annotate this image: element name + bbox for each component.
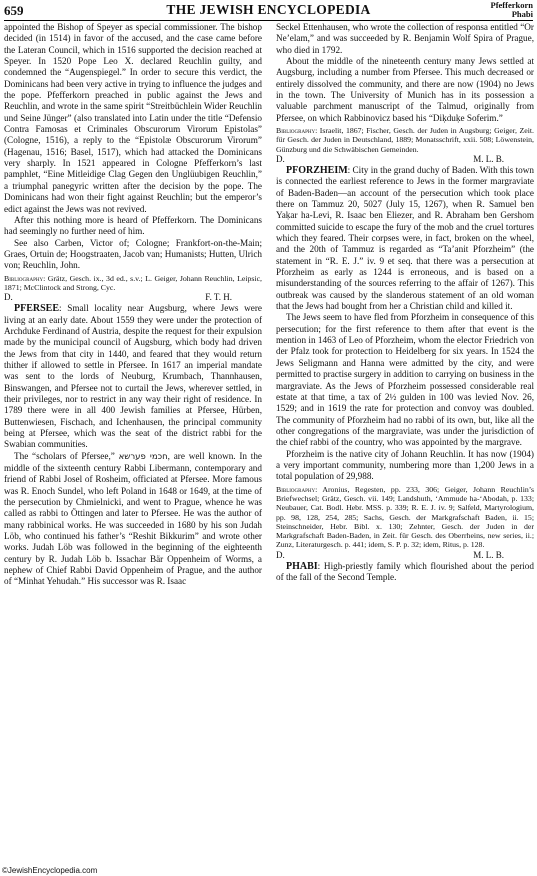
signature-left: D. [276,153,285,164]
pforzheim-text: : City in the grand duchy of Baden. With this town is connected the earliest reference to Jews in the former margraviate of Baden-Baden—an account of the persecution which took place there on Tammuz 20, 5027 (July 15, 1267), when R. Samuel ben Yaḳar ha-Levi, R. Isaac ben Eliezer, and R. Abraham ben Gershom committed suicide to escape the fury of the mob and the cruel tortures which they feared. Their corpses were, in fact, broken on the wheel, and the 20th of Tammuz is regarded as “Ta’anit Pforzheim” (the statement in “R. E. J.” iv. 9 et seq. that there was a persecution at Pforzheim as early as 1244 is erroneous, and is based on a misunderstanding of the sources referring to the affair of 1267). This outbreak was caused by the slanderous statement of an old woman that the Jews had bought from her a Christian child and killed it. [276,164,534,312]
left-column [4,22,262,588]
pfersee-scholars-a: The “scholars of Pfersee,” [14,450,115,461]
signature-pforzheim [276,550,534,561]
signature-pfersee [276,154,534,165]
page-title: THE JEWISH ENCYCLOPEDIA [166,2,371,17]
bibliography-text: : Israelit, 1867; Fischer, Gesch. der Juden in Augsburg; Geiger, Zeit. für Gesch. der Juden in Deutschland, 1889; Monatsschrift, xxii. 508; Löwenstein, Günzburg und die Schwäbischen Gemeinden. [276,126,534,154]
pforzheim-entry [276,165,534,312]
entry-heading-pfersee: PFERSEE [14,303,60,315]
pfersee-continuation: Seckel Ettenhausen, who wrote the collection of responsa entitled “Or Ne’elam,” and was succeeded by R. Benjamin Wolf Spira of Prague, who died in 1792. [276,22,534,55]
signature-right: M. L. B. [473,153,504,164]
signature-pfefferkorn [4,292,262,303]
entry-heading-pforzheim: PFORZHEIM [286,164,348,176]
guide-words [491,1,533,19]
see-also: See also Carben, Victor of; Cologne; Frankfort-on-the-Main; Graes, Ortuin de; Hoogstraaten, Jacob van; Humanists; Hutten, Ulrich von; Reuchlin, John. [4,237,262,271]
bibliography-pforzheim [276,485,534,550]
signature-left: D. [4,292,13,303]
guide-word-top: Pfefferkorn [490,0,533,10]
copyright-footer[interactable] [2,866,97,875]
copyright-text: ©JewishEncyclopedia.com [2,866,98,875]
header-rule [4,20,533,21]
pfersee-entry [4,303,262,450]
hebrew-phrase: חכמי פערשא [118,451,168,462]
entry-heading-phabi: PHABI [286,560,318,572]
pfefferkorn-continuation: appointed the Bishop of Speyer as special commissioner. The bishop decided (in 1514) in favor of the accused, and the case came before the Lateran Council, which in 1516 supported the decision reached at Speyer. In 1520 Pope Leo X. declared Reuchlin guilty, and condemned the “Augenspiegel.” In order to secure this verdict, the Dominicans had been very active in trying to influence the judges and the pope. Pfefferkorn preached in public against the Jews and Reuchlin, and wrote in the same spirit “Streitbüchlein Wider Reuchlin und Seine Jünger” (also translated into Latin under the title “Defensio Contra Famosas et Criminales Obscurorum Virorum Epistolas” (Cologne, 1516), a reply to the “Epistolæ Obscurorum Virorum” (Hagenau, 1516; Basel, 1517), which had attacked the Dominicans very sharply. In 1521 appeared in Cologne Pfefferkorn’s last pamphlet, “Eine Mitleidige Clag Gegen den Unglüubigen Reuchlin,” a triumphal panegyric written after the decision by the pope. The Dominicans had won their fight against Reuchlin; but the emperor’s edict against the Jews was not revived. [4,22,262,214]
pfersee-scholars [4,451,262,588]
signature-right: M. L. B. [473,549,504,560]
pfersee-scholars-b: , are well known. In the middle of the sixteenth century Rabbi Libermann, contemporary and friend of Rabbi Josel of Rosheim, officiated at Pfersee. More famous was R. Enoch Sundel, who left Poland in 1648 or 1649, at the time of the persecution by Chmielnicki, and went to Prague, whence he was called as rabbi to Öttingen and later to Pfersee. He was the author of many rabbinical works. He was succeeded in 1680 by his son Judah Löb, who continued his father’s “Reshit Bikkurim” and wrote other works. Judah Löb was followed in the beginning of the eighteenth century by R. Judah Löb b. Issachar Bär Oppenheim of Worms, a nephew of Chief Rabbi David Oppenheim of Prague, and the author of “Minhat Yehudah.” His successor was R. Isaac [4,450,263,587]
pfersee-modern: About the middle of the nineteenth century many Jews settled at Augsburg, including a number from Pfersee. This much decreased or entirely dissolved the community, and there are now (1904) no Jews in the town. The University of Munich has in its possession a valuable parchment manuscript of the Talmud, originally from Pfersee, on which Rabbinovicz based his “Diḳduḳe Soferim.” [276,56,534,123]
pforzheim-history: The Jews seem to have fled from Pforzheim in consequence of this persecution; for the first reference to them after that event is the mention in 1463 of Leo of Pforzheim, whom the elector Friedrich von der Pfalz took for protection to Heidelberg for six years. In 1524 the Jews Seligmann and Hanna were admitted by the city, and were permitted to practise surgery in addition to carrying on business in the margraviate. As the Jews of Pforzheim possessed considerable real estate at that time, a tax of 2½ gulden in 100 was levied Nov. 26, 1529; and in 1619 the rate for protection and convoy was doubled. The community of Pforzheim had no rabbi of its own, but, like all the other congregations of the margraviate, was under the jurisdiction of the chief rabbi of the country, who was appointed by the margrave. [276,312,534,448]
bibliography-label: Bibliography [276,126,316,136]
signature-left: D. [276,549,285,560]
right-column [276,22,534,583]
bibliography-text: : Grätz, Gesch. ix., 3d ed., s.v.; L. Geiger, Johann Reuchlin, Leipsic, 1871; McClintock and Strong, Cyc. [4,273,262,292]
pforzheim-modern: Pforzheim is the native city of Johann Reuchlin. It has now (1904) a very important community, numbering more than 1,200 Jews in a total population of 29,988. [276,448,534,482]
bibliography-label: Bibliography [4,273,44,283]
phabi-text: : High-priestly family which flourished about the period of the fall of the Second Temple. [276,560,534,583]
pfefferkorn-closing: After this nothing more is heard of Pfefferkorn. The Dominicans had seemingly no further need of him. [4,214,262,237]
bibliography-text: : Aronius, Regesten, pp. 233, 306; Geiger, Johann Reuchlin’s Briefwechsel; Grätz, Gesch. vii. 149; Landshuth, ‘Ammude ha-‘Abodah, p. 133; Neubauer, Cat. Bodl. Hebr. MSS. p. 339; R. E. J. iv. 9; Salfeld, Martyrologium, pp. 98, 128, 254, 285; Sachs, Gesch. der Markgrafschaft Baden, ii. 15; Steinschneider, Hebr. Bibl. x. 130; Zehnter, Gesch. der Juden in der Markgrafschaft Baden-Baden, in Zeit. für Gesch. des Oberrheins, new series, ii.; Zunz, Literaturgesch. p. 441; idem, S. P. p. 32; idem, Ritus, p. 128. [276,484,534,550]
pfersee-text: : Small locality near Augsburg, where Jews were living at an early date. About 1559 they were under the protection of Archduke Ferdinand of Austria, despite the request for their expulsion made by the municipal council of Augsburg, which body had driven the Jews from that city in 1440, and feared that they would return thither if allowed to settle in Pfersee. In 1617 an imperial mandate was sent to the lords of Neuburg, Krumbach, Thannhausen, Binswangen, and Pfersee not to curtail the Jews, wherever settled, in their privileges, nor to restrict in any way their right of residence. In 1789 there were in all 400 Jewish families at Pfersee, Hürben, Buttenwiesen, Fischach, and Ichenhausen, the principal community being at Pfersee, which was the seat of the district rabbi for the Swabian communities. [4,303,262,450]
guide-word-bottom: Phabi [511,9,533,19]
page-number: 659 [4,3,24,18]
bibliography-pfersee [276,126,534,154]
phabi-entry [276,561,534,584]
bibliography-pfefferkorn [4,274,262,293]
signature-right: F. T. H. [205,292,232,303]
bibliography-label: Bibliography [276,484,316,494]
